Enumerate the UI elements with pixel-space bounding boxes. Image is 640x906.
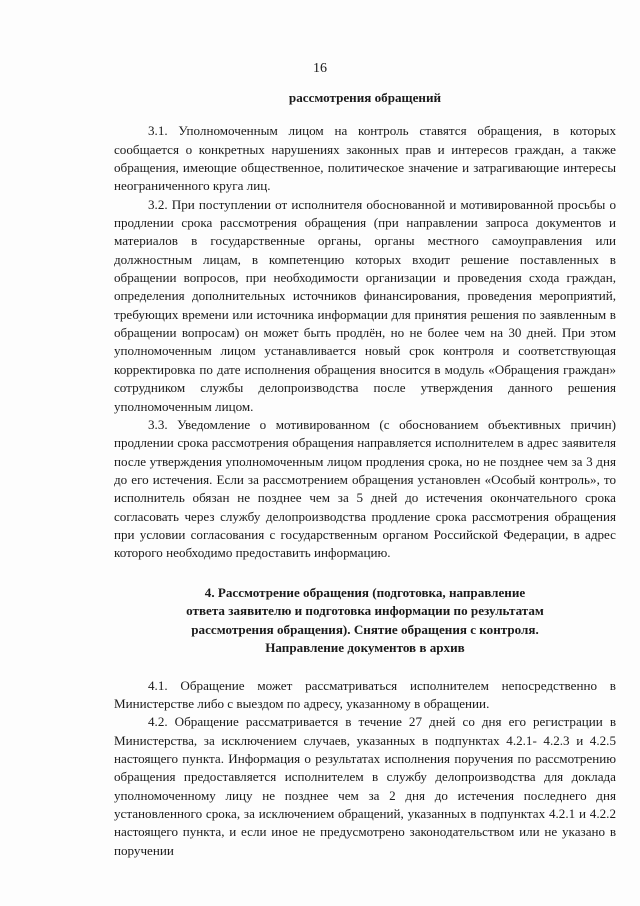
section-title-line: рассмотрения обращения). Снятие обращения с контроля.	[191, 621, 539, 637]
paragraph-3-1: 3.1. Уполномоченным лицом на контроль ставятся обращения, в которых сообщается о конкретных нарушениях законных прав и интересов граждан, а также обращения, имеющие общественное, политическое значение и затрагивающие интересы неограниченного круга лиц.	[114, 123, 616, 194]
section-title-line: ответа заявителю и подготовка информации по результатам	[186, 603, 544, 619]
page-content	[114, 89, 616, 860]
continued-heading: рассмотрения обращений	[288, 90, 442, 105]
section-title-line: 4. Рассмотрение обращения (подготовка, направление	[204, 584, 526, 600]
section-title-line: Направление документов в архив	[265, 640, 465, 656]
paragraph-3-3: 3.3. Уведомление о мотивированном (с обоснованием объективных причин) продлении срока рассмотрения обращения направляется исполнителем в адрес заявителя после утверждения уполномоченным лицом продления срока, но не позднее чем за 3 дня до его истечения. Если за рассмотрением обращения установлен «Особый контроль», то исполнитель обязан не позднее чем за 5 дней до истечения окончательного срока согласовать через службу делопроизводства продление срока рассмотрения обращения при условии согласования с государственным органом Российской Федерации, в адрес которого необходимо предоставить информацию.	[114, 416, 616, 561]
paragraph-4-1: 4.1. Обращение может рассматриваться исполнителем непосредственно в Министерстве либо с выездом по адресу, указанному в обращении.	[114, 677, 616, 711]
paragraph-3-2: 3.2. При поступлении от исполнителя обоснованной и мотивированной просьбы о продлении срока рассмотрения обращения (при направлении запроса документов и материалов в государственные органы, органы местного самоуправления или должностным лицам, в компетенцию которых входит решение поставленных в обращении вопросов, при необходимости организации и проведения схода граждан, определения дополнительных источников финансирования, проведения мероприятий, требующих времени или источника информации для принятия решения по заявленным в обращении вопросам) он может быть продлён, но не более чем на 30 дней. При этом уполномоченным лицом устанавливается новый срок контроля и соответствующая корректировка по дате исполнения обращения вносится в модуль «Обращения граждан» сотрудником службы делопроизводства после утверждения данного решения уполномоченным лицом.	[114, 196, 616, 414]
section-4-title	[114, 584, 616, 658]
paragraph-4-2: 4.2. Обращение рассматривается в течение 27 дней со дня его регистрации в Министерства, за исключением случаев, указанных в подпунктах 4.2.1- 4.2.3 и 4.2.5 настоящего пункта. Информация о результатах исполнения поручения по рассмотрению обращения предоставляется исполнителем в службу делопроизводства для доклада уполномоченному лицу не позднее чем за 2 дня до истечения последнего дня установленного срока, за исключением обращений, указанных в подпунктах 4.2.1 и 4.2.2 настоящего пункта, и если иное не предусмотрено законодательством или не указано в поручении	[114, 714, 616, 858]
page-number: 16	[313, 61, 327, 76]
